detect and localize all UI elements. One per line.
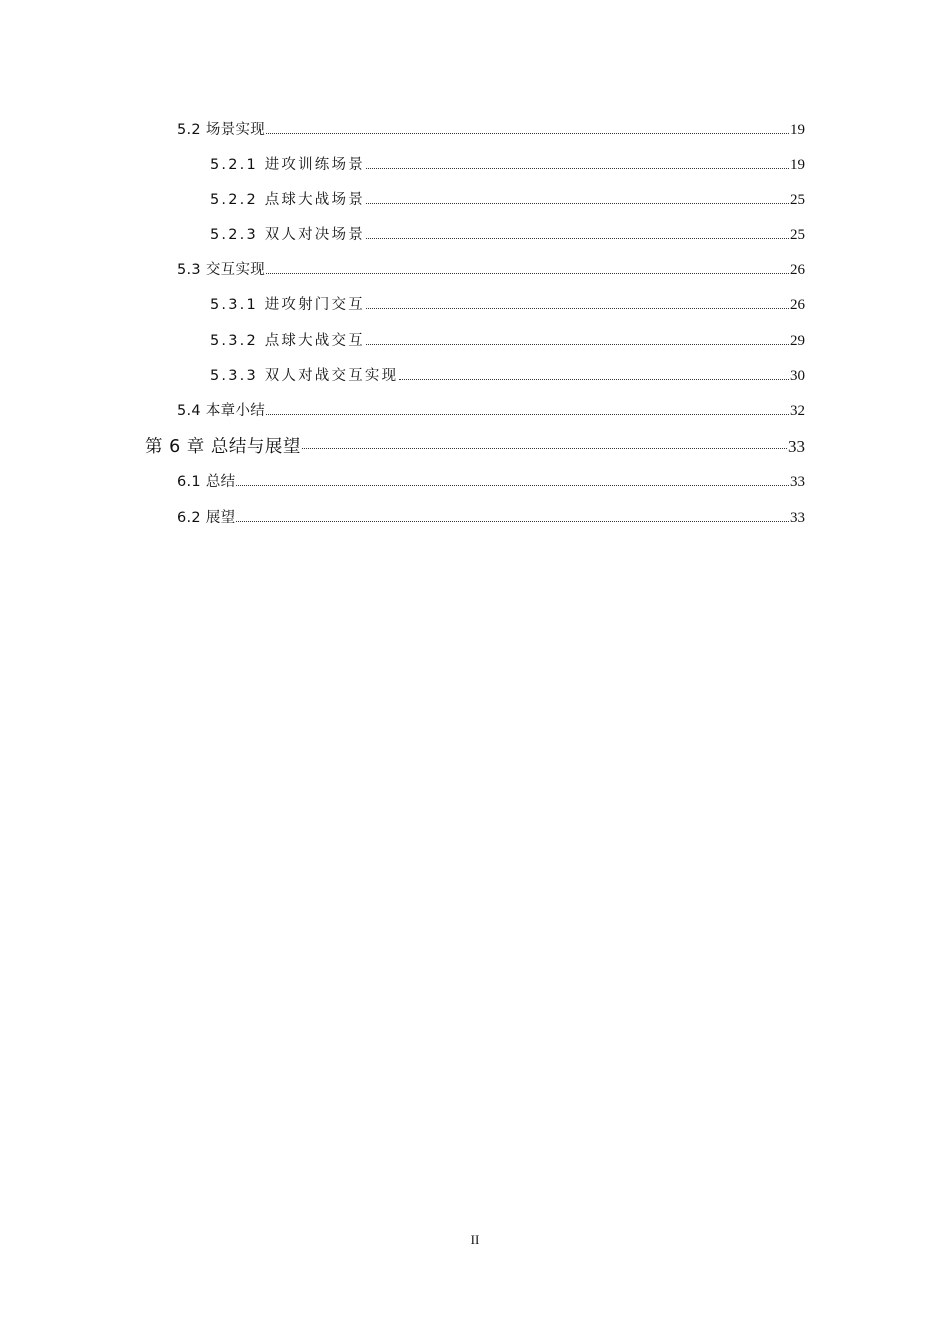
toc-leader-dots (266, 273, 789, 274)
toc-entry-page: 25 (790, 227, 805, 243)
toc-entry-page: 19 (790, 122, 805, 138)
toc-entry-title: 6.2 展望 (177, 510, 236, 526)
toc-entry-page: 33 (790, 474, 805, 490)
toc-leader-dots (366, 238, 789, 239)
toc-entry-page: 19 (790, 157, 805, 173)
toc-entry-5-3-3[interactable] (210, 364, 805, 384)
toc-entry-page: 29 (790, 333, 805, 349)
toc-entry-page: 32 (790, 403, 805, 419)
toc-entry-page: 33 (790, 510, 805, 526)
toc-entry-5-3-1[interactable] (210, 293, 805, 313)
toc-entry-title: 5.2.3 双人对决场景 (210, 227, 365, 243)
toc-entry-title: 第 6 章 总结与展望 (145, 437, 301, 457)
toc-entry-chapter-6[interactable] (145, 433, 805, 457)
toc-leader-dots (236, 485, 789, 486)
toc-leader-dots (366, 203, 789, 204)
toc-leader-dots (399, 379, 789, 380)
toc-entry-page: 26 (790, 297, 805, 313)
toc-entry-5-4[interactable] (177, 399, 805, 419)
toc-entry-5-2-2[interactable] (210, 188, 805, 208)
toc-leader-dots (366, 168, 789, 169)
toc-leader-dots (236, 521, 789, 522)
toc-entry-6-2[interactable] (177, 506, 805, 526)
toc-entry-page: 30 (790, 368, 805, 384)
toc-leader-dots (266, 133, 789, 134)
toc-entry-5-3[interactable] (177, 258, 805, 278)
toc-entry-title: 5.3.3 双人对战交互实现 (210, 368, 399, 384)
toc-entry-5-3-2[interactable] (210, 329, 805, 349)
toc-entry-5-2[interactable] (177, 118, 805, 138)
toc-entry-title: 5.3.1 进攻射门交互 (210, 297, 365, 313)
toc-entry-6-1[interactable] (177, 470, 805, 490)
toc-entry-title: 5.3 交互实现 (177, 262, 266, 278)
toc-entry-page: 25 (790, 192, 805, 208)
toc-entry-title: 5.2.2 点球大战场景 (210, 192, 365, 208)
toc-entry-page: 33 (788, 437, 805, 456)
toc-entry-title: 5.2.1 进攻训练场景 (210, 157, 365, 173)
toc-entry-title: 5.3.2 点球大战交互 (210, 333, 365, 349)
page-footer-number: II (470, 1232, 480, 1247)
toc-entry-title: 6.1 总结 (177, 474, 236, 490)
toc-entry-page: 26 (790, 262, 805, 278)
toc-entry-5-2-3[interactable] (210, 223, 805, 243)
toc-leader-dots (366, 344, 789, 345)
toc-entry-5-2-1[interactable] (210, 153, 805, 173)
toc-leader-dots (266, 414, 789, 415)
toc-leader-dots (366, 308, 789, 309)
toc-entry-title: 5.2 场景实现 (177, 122, 266, 138)
toc-entry-title: 5.4 本章小结 (177, 403, 266, 419)
toc-leader-dots (302, 448, 787, 449)
